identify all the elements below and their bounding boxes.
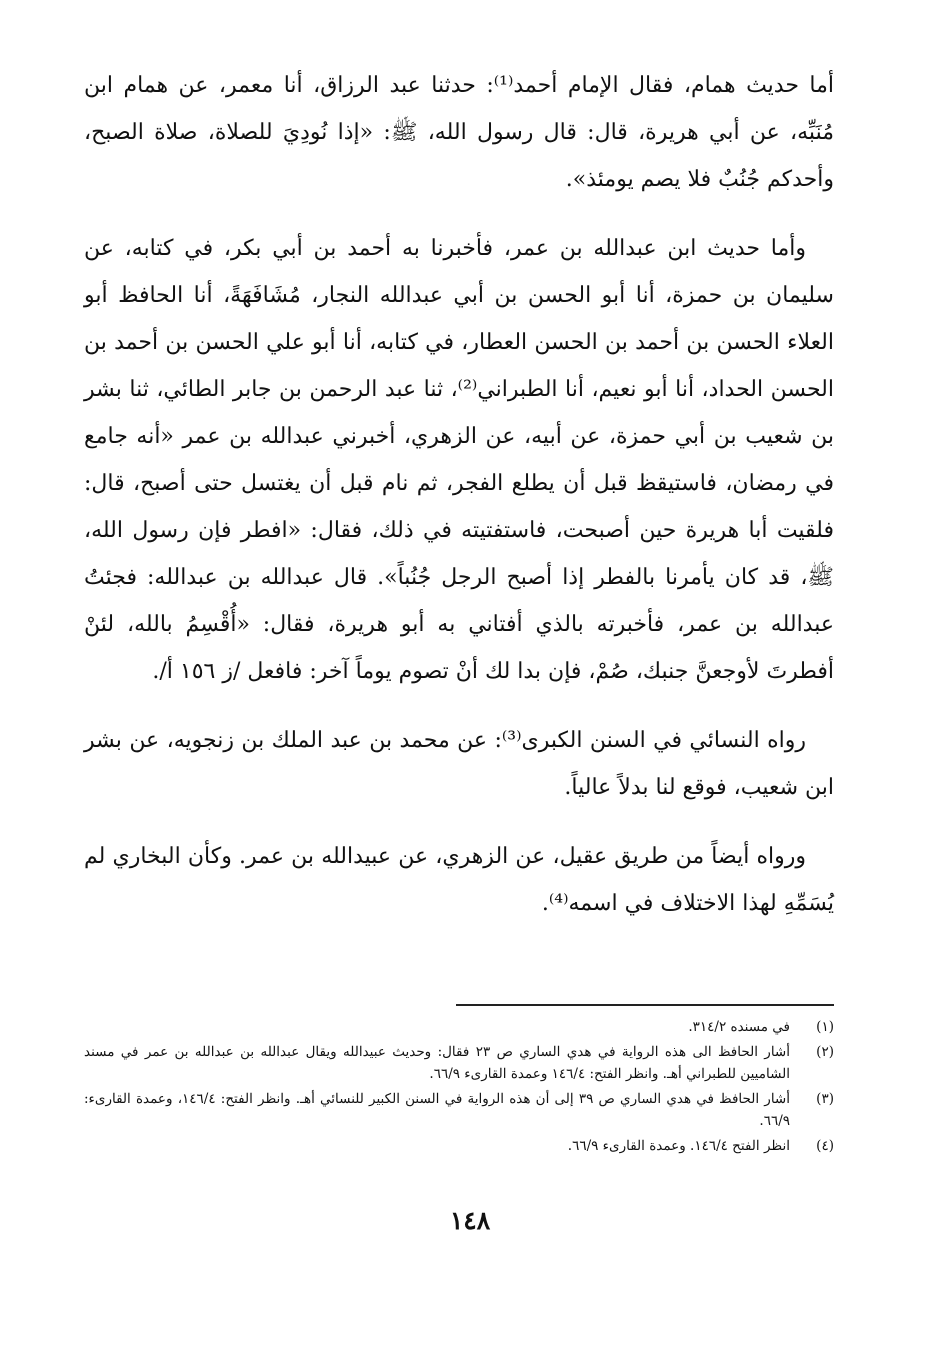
paragraph-uqail-narration: ورواه أيضاً من طريق عقيل، عن الزهري، عن عبيدالله بن عمر. وكأن البخاري لم يُسَمِّهِ لهذا الاختلاف في اسمه⁽⁴⁾. <box>84 844 834 916</box>
page-number: ١٤٨ <box>449 1206 491 1235</box>
footnote-number: (٣) <box>816 1091 834 1107</box>
footnote-3 <box>84 1088 834 1132</box>
paragraph-hammam-hadith: أما حديث همام، فقال الإمام أحمد⁽¹⁾: حدثنا عبد الرزاق، أنا معمر، عن همام ابن مُنَبِّه، عن أبي هريرة، قال: قال رسول الله، ﷺ: «إذا نُودِيَ للصلاة، صلاة الصبح، وأحدكم جُنُبٌ فلا يصم يومئذ». <box>84 73 835 192</box>
footnote-number: (٤) <box>816 1138 834 1154</box>
footnote-text: انظر الفتح ١٤٦/٤. وعمدة القارىء ٦٦/٩. <box>567 1138 790 1154</box>
footnote-number: (٢) <box>816 1044 834 1060</box>
footnote-divider <box>456 1004 834 1006</box>
footnote-number: (١) <box>816 1019 834 1035</box>
footnote-text: أشار الحافظ الى هذه الرواية في هدي الساري ص ٢٣ فقال: وحديث عبيدالله ويقال عبدالله بن عبدالله بن عمر في مسند الشاميين للطبراني أهـ. وانظر الفتح: ١٤٦/٤ وعمدة القارىء ٦٦/٩. <box>84 1044 790 1082</box>
footnote-1 <box>84 1016 834 1038</box>
paragraph-ibn-umar-hadith: وأما حديث ابن عبدالله بن عمر، فأخبرنا به أحمد بن أبي بكر، في كتابه، عن سليمان بن حمزة، أنا أبو الحسن بن أبي عبدالله النجار، مُشَافَهَةً، أنا الحافظ أبو العلاء الحسن بن أحمد بن الحسن العطار، في كتابه، أنا أبو علي الحسن بن أحمد بن الحسن الحداد، أنا أبو نعيم، أنا الطبراني⁽²⁾، ثنا عبد الرحمن بن جابر الطائي، ثنا بشر بن شعيب بن أبي حمزة، عن أبيه، عن الزهري، أخبرني عبدالله بن عمر «أنه جامع في رمضان، فاستيقظ قبل أن يطلع الفجر، ثم نام قبل أن يغتسل حتى أصبح، قال: فلقيت أبا هريرة حين أصبحت، فاستفتيته في ذلك، فقال: «افطر فإن رسول الله، ﷺ، قد كان يأمرنا بالفطر إذا أصبح الرجل جُنُباً». قال عبدالله بن عبدالله: فجئتُ عبدالله بن عمر، فأخبرته بالذي أفتاني به أبو هريرة، فقال: «أُقْسِمُ بالله، لئنْ أفطرتَ لأوجعنَّ جنبك، صُمْ، فإن بدا لك أنْ تصوم يوماً آخر: فافعل /ز ١٥٦ أ/. <box>84 236 835 684</box>
paragraph-nasai-narration: رواه النسائي في السنن الكبرى⁽³⁾: عن محمد بن عبد الملك بن زنجويه، عن بشر ابن شعيب، فوقع لنا بدلاً عالياً. <box>84 728 834 800</box>
footnote-text: في مسنده ٣١٤/٢. <box>688 1019 790 1035</box>
footnotes-section <box>84 1016 834 1160</box>
main-text-body <box>84 62 834 949</box>
footnote-2 <box>84 1041 834 1085</box>
footnote-4 <box>84 1135 834 1157</box>
footnote-text: أشار الحافظ في هدي الساري ص ٣٩ إلى أن هذه الرواية في السنن الكبير للنسائي أهـ. وانظر الفتح: ١٤٦/٤، وعمدة القارىء: ٦٦/٩. <box>84 1091 790 1129</box>
